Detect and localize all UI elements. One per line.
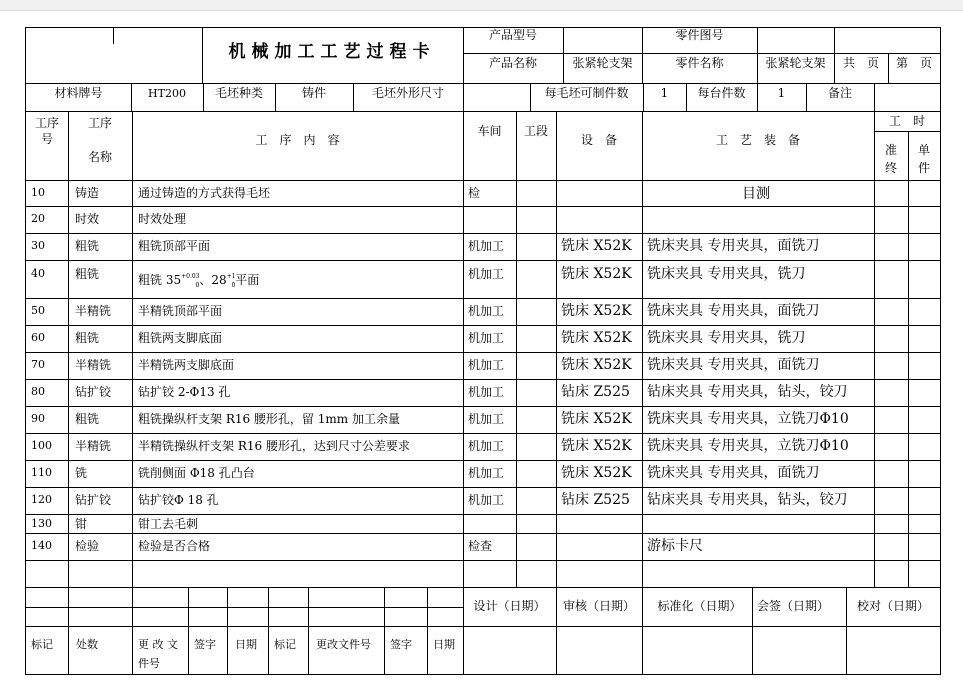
row-70-equipment: 铣床 X52K — [561, 357, 632, 373]
row-100-content: 半精铣操纵杆支架 R16 腰形孔，达到尺寸公差要求 — [138, 439, 410, 453]
row-20-number: 20 — [31, 212, 45, 225]
footer-change-doc-no: 更改文件号 — [316, 638, 371, 651]
row-10-tooling: 目测 — [742, 186, 770, 202]
row-40-content — [138, 270, 259, 293]
grid-v-line — [463, 111, 464, 675]
row-100-name: 半精铣 — [75, 439, 112, 453]
grid-h-line — [25, 83, 941, 84]
col-prep-line1: 准 — [884, 143, 897, 157]
row-60-tooling: 铣床夹具 专用夹具，铣刀 — [647, 330, 806, 346]
grid-h-line — [25, 626, 464, 627]
product-name-value: 张紧轮支架 — [572, 56, 633, 70]
footer-sign-1: 签字 — [194, 638, 216, 651]
row-40-middle: 、28 — [199, 273, 227, 287]
col-workshop: 车间 — [477, 124, 502, 138]
footer-design: 设计（日期） — [473, 599, 546, 613]
row-140-number: 140 — [31, 539, 52, 552]
grid-v-line — [68, 587, 69, 675]
row-100-equipment: 铣床 X52K — [561, 438, 632, 454]
row-120-content: 钻扩铰Φ 18 孔 — [138, 493, 219, 507]
total-pages-label: 共 页 — [842, 56, 879, 70]
material-grade-label: 材料牌号 — [54, 86, 103, 100]
grid-h-line — [25, 587, 941, 588]
grid-h-line — [25, 298, 941, 299]
row-70-content: 半精铣两支脚底面 — [138, 358, 235, 372]
row-120-name: 钻扩铰 — [75, 493, 112, 507]
row-80-tooling: 钻床夹具 专用夹具，钻头，铰刀 — [647, 384, 848, 400]
col-work-hours: 工 时 — [888, 114, 925, 128]
grid-v-line — [427, 587, 428, 675]
grid-h-line — [25, 379, 941, 380]
row-40-prefix: 粗铣 35 — [138, 273, 182, 287]
footer-mark-1: 标记 — [31, 638, 53, 651]
remark-label: 备注 — [827, 86, 852, 100]
row-100-workshop: 机加工 — [468, 439, 505, 453]
grid-v-line — [516, 111, 517, 588]
col-op-no-line2: 号 — [40, 132, 53, 146]
footer-mark-2: 标记 — [274, 638, 296, 651]
row-80-workshop: 机加工 — [468, 385, 505, 399]
row-50-name: 半精铣 — [75, 304, 112, 318]
row-80-content: 钻扩铰 2-Φ13 孔 — [138, 385, 231, 399]
text-cursor — [113, 28, 114, 44]
row-110-tooling: 铣床夹具 专用夹具，面铣刀 — [647, 465, 820, 481]
per-blank-value: 1 — [660, 86, 669, 100]
row-10-content: 通过铸造的方式获得毛坯 — [138, 186, 271, 200]
col-op-no-line1: 工序 — [34, 116, 59, 130]
row-90-workshop: 机加工 — [468, 412, 505, 426]
row-50-workshop: 机加工 — [468, 304, 505, 318]
grid-h-line — [25, 180, 941, 181]
footer-change-doc-line2: 件号 — [138, 657, 160, 670]
row-110-workshop: 机加工 — [468, 466, 505, 480]
footer-date-2: 日期 — [433, 638, 455, 651]
row-30-equipment: 铣床 X52K — [561, 238, 632, 254]
grid-h-line — [463, 626, 941, 627]
row-60-workshop: 机加工 — [468, 331, 505, 345]
card-title: 机械加工工艺过程卡 — [228, 42, 436, 62]
grid-v-line — [227, 587, 228, 675]
row-140-name: 检验 — [75, 539, 100, 553]
per-unit-value: 1 — [777, 86, 786, 100]
product-name-label: 产品名称 — [488, 56, 537, 70]
per-blank-label: 每毛坯可制件数 — [544, 86, 629, 100]
row-90-number: 90 — [31, 412, 45, 425]
grid-h-line — [463, 53, 941, 54]
row-90-content: 粗铣操纵杆支架 R16 腰形孔，留 1mm 加工余量 — [138, 412, 400, 426]
row-40-tol1-lower: 0 — [195, 282, 200, 289]
row-30-name: 粗铣 — [75, 239, 100, 253]
grid-v-line — [384, 587, 385, 675]
footer-countersign: 会签（日期） — [756, 599, 829, 613]
grid-h-line — [25, 674, 941, 675]
grid-v-line — [874, 111, 875, 588]
row-140-content: 检验是否合格 — [138, 539, 211, 553]
grid-v-line — [874, 83, 875, 112]
row-40-tol1-upper: +0.03 — [181, 273, 200, 280]
row-110-equipment: 铣床 X52K — [561, 465, 632, 481]
row-40-name: 粗铣 — [75, 267, 100, 281]
row-70-workshop: 机加工 — [468, 358, 505, 372]
row-110-number: 110 — [31, 466, 52, 479]
grid-h-line — [25, 533, 941, 534]
row-60-content: 粗铣两支脚底面 — [138, 331, 223, 345]
page-number-label: 第 页 — [895, 56, 932, 70]
col-equipment: 设 备 — [580, 133, 617, 147]
grid-h-line — [25, 460, 941, 461]
row-20-content: 时效处理 — [138, 212, 187, 226]
row-50-number: 50 — [31, 304, 45, 317]
grid-v-line — [463, 83, 464, 112]
col-prep-line2: 终 — [884, 161, 897, 175]
row-100-tooling: 铣床夹具 专用夹具，立铣刀Φ10 — [647, 438, 849, 454]
row-110-content: 铣削侧面 Φ18 孔凸台 — [138, 466, 255, 480]
row-60-equipment: 铣床 X52K — [561, 330, 632, 346]
row-110-name: 铣 — [75, 466, 88, 480]
grid-v-line — [132, 587, 133, 675]
grid-h-line — [25, 260, 941, 261]
material-grade-value: HT200 — [148, 87, 186, 100]
grid-h-line — [25, 514, 941, 515]
row-40-number: 40 — [31, 267, 45, 280]
row-30-tooling: 铣床夹具 专用夹具，面铣刀 — [647, 238, 820, 254]
row-50-tooling: 铣床夹具 专用夹具，面铣刀 — [647, 303, 820, 319]
col-op-name-line1: 工序 — [87, 116, 112, 130]
footer-count: 处数 — [76, 638, 98, 651]
row-80-number: 80 — [31, 385, 45, 398]
row-90-equipment: 铣床 X52K — [561, 411, 632, 427]
col-op-content: 工 序 内 容 — [255, 133, 340, 147]
row-10-name: 铸造 — [75, 186, 100, 200]
row-40-suffix: 平面 — [235, 273, 260, 287]
footer-proofread: 校对（日期） — [856, 599, 929, 613]
grid-h-line — [25, 406, 941, 407]
grid-h-line — [25, 206, 941, 207]
row-140-workshop: 检查 — [468, 539, 493, 553]
part-drawing-label: 零件图号 — [675, 28, 724, 42]
blank-type-label: 毛坯种类 — [214, 86, 263, 100]
footer-sign-2: 签字 — [390, 638, 412, 651]
grid-h-line — [25, 111, 941, 112]
row-60-name: 粗铣 — [75, 331, 100, 345]
row-70-tooling: 铣床夹具 专用夹具，面铣刀 — [647, 357, 820, 373]
grid-v-line — [940, 27, 941, 675]
blank-dims-label: 毛坯外形尺寸 — [371, 86, 444, 100]
row-40-tooling: 铣床夹具 专用夹具，铣刀 — [647, 266, 806, 282]
row-70-name: 半精铣 — [75, 358, 112, 372]
col-tooling: 工 艺 装 备 — [715, 133, 800, 147]
row-50-content: 半精铣顶部平面 — [138, 304, 223, 318]
row-40-workshop: 机加工 — [468, 267, 505, 281]
col-unit-line2: 件 — [917, 161, 930, 175]
grid-h-line — [25, 487, 941, 488]
footer-review: 审核（日期） — [562, 599, 635, 613]
grid-h-line — [25, 560, 941, 561]
row-130-number: 130 — [31, 517, 52, 530]
grid-v-line — [188, 587, 189, 675]
grid-v-line — [308, 587, 309, 675]
grid-h-line — [25, 607, 464, 608]
per-unit-label: 每台件数 — [697, 86, 746, 100]
row-120-equipment: 钻床 Z525 — [561, 492, 630, 508]
part-name-value: 张紧轮支架 — [765, 56, 826, 70]
row-90-name: 粗铣 — [75, 412, 100, 426]
grid-v-line — [132, 111, 133, 588]
grid-h-line — [25, 433, 941, 434]
row-30-workshop: 机加工 — [468, 239, 505, 253]
row-40-tol2-lower: 0 — [231, 282, 236, 289]
grid-h-line — [25, 325, 941, 326]
row-40-tol2-upper: +1 — [226, 273, 236, 280]
row-90-tooling: 铣床夹具 专用夹具，立铣刀Φ10 — [647, 411, 849, 427]
footer-date-1: 日期 — [235, 638, 257, 651]
grid-h-line — [25, 352, 941, 353]
row-50-equipment: 铣床 X52K — [561, 303, 632, 319]
blank-type-value: 铸件 — [301, 86, 326, 100]
col-op-name-line2: 名称 — [87, 150, 112, 164]
row-40-equipment: 铣床 X52K — [561, 266, 632, 282]
col-section: 工段 — [523, 124, 548, 138]
row-100-number: 100 — [31, 439, 52, 452]
footer-change-doc-line1: 更 改 文 — [138, 638, 178, 651]
grid-v-line — [268, 587, 269, 675]
row-10-number: 10 — [31, 186, 45, 199]
row-80-name: 钻扩铰 — [75, 385, 112, 399]
row-120-workshop: 机加工 — [468, 493, 505, 507]
grid-v-line — [908, 131, 909, 588]
row-80-equipment: 钻床 Z525 — [561, 384, 630, 400]
grid-v-line — [556, 111, 557, 675]
row-20-name: 时效 — [75, 212, 100, 226]
row-130-content: 钳工去毛刺 — [138, 517, 199, 531]
row-70-number: 70 — [31, 358, 45, 371]
row-120-number: 120 — [31, 493, 52, 506]
row-60-number: 60 — [31, 331, 45, 344]
part-name-label: 零件名称 — [675, 56, 724, 70]
row-10-workshop: 检 — [468, 186, 481, 200]
row-120-tooling: 钻床夹具 专用夹具，钻头，铰刀 — [647, 492, 848, 508]
grid-v-line — [642, 111, 643, 675]
row-30-content: 粗铣顶部平面 — [138, 239, 211, 253]
grid-v-line — [68, 111, 69, 588]
grid-h-line — [25, 233, 941, 234]
row-30-number: 30 — [31, 239, 45, 252]
row-140-tooling: 游标卡尺 — [647, 538, 703, 554]
row-130-name: 钳 — [75, 517, 88, 531]
product-model-label: 产品型号 — [488, 28, 537, 42]
footer-standardization: 标准化（日期） — [657, 599, 742, 613]
col-unit-line1: 单 — [917, 143, 930, 157]
